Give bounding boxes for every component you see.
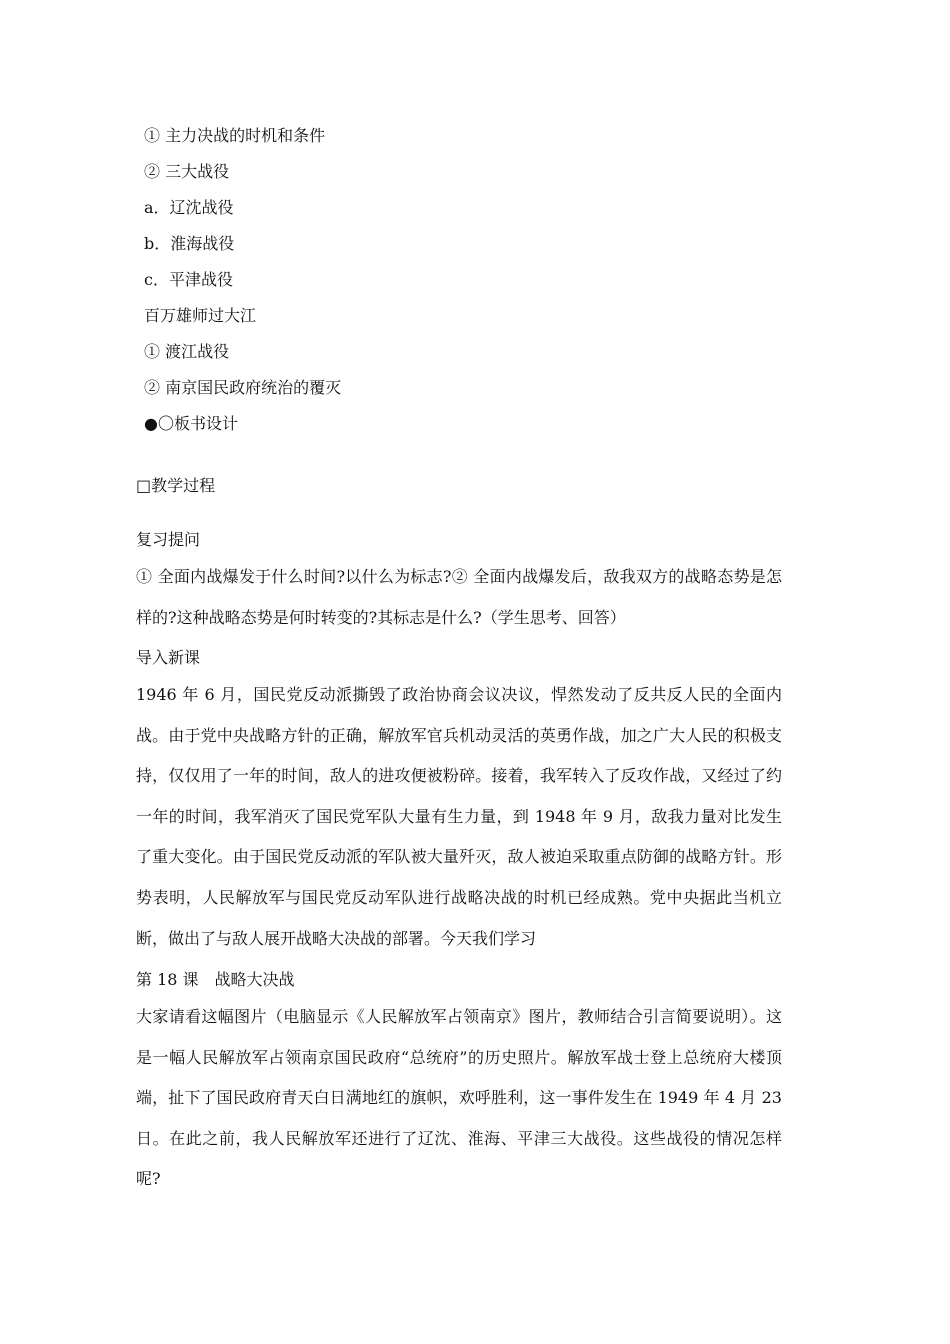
section-title: □教学过程 — [136, 476, 216, 495]
outline-item-3: a．辽沈战役 — [144, 198, 234, 217]
outline-item-1: ① 主力决战的时机和条件 — [144, 126, 326, 145]
closing-paragraph: 大家请看这幅图片（电脑显示《人民解放军占领南京》图片，教师结合引言简要说明）。这是一幅人民解放军占领南京国民政府“总统府”的历史照片。解放军战士登上总统府大楼顶端，扯下了国民政府青天白日满地红的旗帜，欢呼胜利，这一事件发生在 1949 年 4 月 23 日。在此之前，我人民解放军还进行了辽沈、淮海、平津三大战役。这些战役的情况怎样呢? — [136, 1007, 782, 1189]
intro-paragraph: 1946 年 6 月，国民党反动派撕毁了政治协商会议决议，悍然发动了反共反人民的全面内战。由于党中央战略方针的正确，解放军官兵机动灵活的英勇作战，加之广大人民的积极支持，仅仅用了一年的时间，敌人的进攻便被粉碎。接着，我军转入了反攻作战，又经过了约一年的时间，我军消灭了国民党军队大量有生力量，到 1948 年 9 月，敌我力量对比发生了重大变化。由于国民党反动派的军队被大量歼灭，敌人被迫采取重点防御的战略方针。形势表明，人民解放军与国民党反动军队进行战略决战的时机已经成熟。党中央据此当机立断，做出了与敌人展开战略大决战的部署。今天我们学习 — [136, 685, 782, 948]
outline-item-8: ② 南京国民政府统治的覆灭 — [144, 378, 342, 397]
outline-item-5: c．平津战役 — [144, 270, 233, 289]
outline-item-4: b．淮海战役 — [144, 234, 235, 253]
outline-item-6: 百万雄师过大江 — [144, 306, 257, 325]
outline-item-9: ●〇板书设计 — [144, 414, 238, 433]
intro-heading: 导入新课 — [136, 648, 201, 667]
outline-item-2: ② 三大战役 — [144, 162, 230, 181]
review-heading: 复习提问 — [136, 530, 201, 549]
review-question: ① 全面内战爆发于什么时间?以什么为标志?② 全面内战爆发后，敌我双方的战略态势是怎样的?这种战略态势是何时转变的?其标志是什么?（学生思考、回答） — [136, 567, 782, 627]
lesson-title: 第 18 课 战略大决战 — [136, 970, 295, 989]
outline-item-7: ① 渡江战役 — [144, 342, 230, 361]
